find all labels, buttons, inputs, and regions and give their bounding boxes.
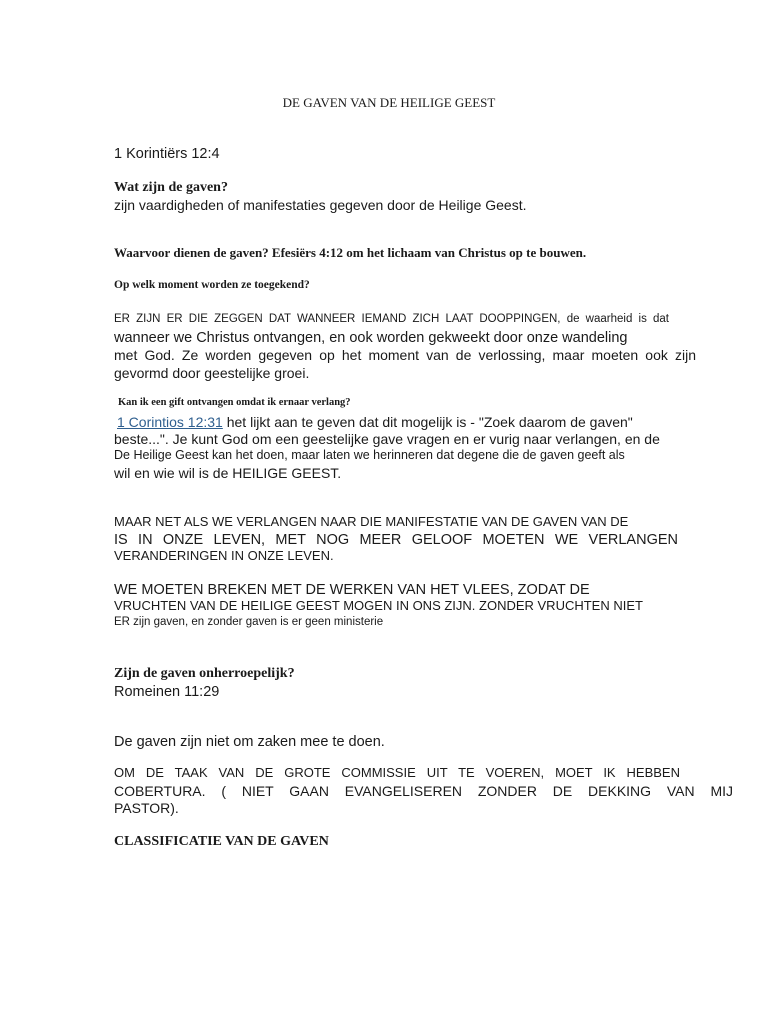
paragraph-line: De gaven zijn niet om zaken mee te doen. bbox=[114, 734, 385, 750]
section-heading: CLASSIFICATIE VAN DE GAVEN bbox=[114, 834, 329, 849]
paragraph-line: VRUCHTEN VAN DE HEILIGE GEEST MOGEN IN ONS ZIJN. ZONDER VRUCHTEN NIET bbox=[114, 598, 643, 613]
document-title: DE GAVEN VAN DE HEILIGE GEEST bbox=[282, 95, 496, 110]
paragraph-line: wil en wie wil is de HEILIGE GEEST. bbox=[114, 465, 342, 481]
question-heading: Waarvoor dienen de gaven? Efesiërs 4:12 om het lichaam van Christus op te bouwen. bbox=[114, 245, 587, 260]
question-heading: Wat zijn de gaven? bbox=[114, 180, 228, 195]
paragraph-line: wanneer we Christus ontvangen, en ook worden gekweekt door onze wandeling bbox=[114, 330, 628, 346]
paragraph-line: IS IN ONZE LEVEN, MET NOG MEER GELOOF MOETEN WE VERLANGEN bbox=[114, 532, 678, 548]
paragraph-line: ER zijn gaven, en zonder gaven is er geen ministerie bbox=[114, 616, 384, 628]
answer-text: zijn vaardigheden of manifestaties gegeven door de Heilige Geest. bbox=[114, 197, 527, 213]
paragraph-text: het lijkt aan te geven dat dit mogelijk is - "Zoek daarom de gaven" bbox=[222, 414, 633, 430]
paragraph-line: ER ZIJN ER DIE ZEGGEN DAT WANNEER IEMAND ZICH LAAT DOOPPINGEN, de waarheid is dat bbox=[114, 313, 669, 325]
paragraph-line: PASTOR). bbox=[114, 800, 179, 816]
paragraph-line: MAAR NET ALS WE VERLANGEN NAAR DIE MANIFESTATIE VAN DE GAVEN VAN DE bbox=[114, 514, 629, 529]
reference-text: Romeinen 11:29 bbox=[114, 684, 220, 700]
paragraph-line: gevormd door geestelijke groei. bbox=[114, 365, 310, 381]
question-heading: Zijn de gaven onherroepelijk? bbox=[114, 666, 295, 681]
question-heading: Kan ik een gift ontvangen omdat ik ernaar verlang? bbox=[118, 397, 351, 408]
paragraph-line: OM DE TAAK VAN DE GROTE COMMISSIE UIT TE VOEREN, MOET IK HEBBEN bbox=[114, 765, 680, 780]
paragraph-line: WE MOETEN BREKEN MET DE WERKEN VAN HET VLEES, ZODAT DE bbox=[114, 582, 590, 598]
paragraph-line: beste...". Je kunt God om een geestelijke gave vragen en er vurig naar verlangen, en de bbox=[114, 431, 660, 447]
paragraph-line: De Heilige Geest kan het doen, maar laten we herinneren dat degene die de gaven geeft als bbox=[114, 448, 625, 462]
paragraph-line bbox=[117, 414, 633, 430]
paragraph-line: VERANDERINGEN IN ONZE LEVEN. bbox=[114, 548, 334, 563]
bible-reference-link[interactable]: 1 Corintios 12:31 bbox=[117, 414, 223, 430]
paragraph-line: COBERTURA. ( NIET GAAN EVANGELISEREN ZONDER DE DEKKING VAN MIJ bbox=[114, 783, 733, 799]
reference-text: 1 Korintiërs 12:4 bbox=[114, 146, 220, 162]
paragraph-line: met God. Ze worden gegeven op het moment van de verlossing, maar moeten ook zijn bbox=[114, 347, 696, 363]
question-heading: Op welk moment worden ze toegekend? bbox=[114, 279, 310, 291]
